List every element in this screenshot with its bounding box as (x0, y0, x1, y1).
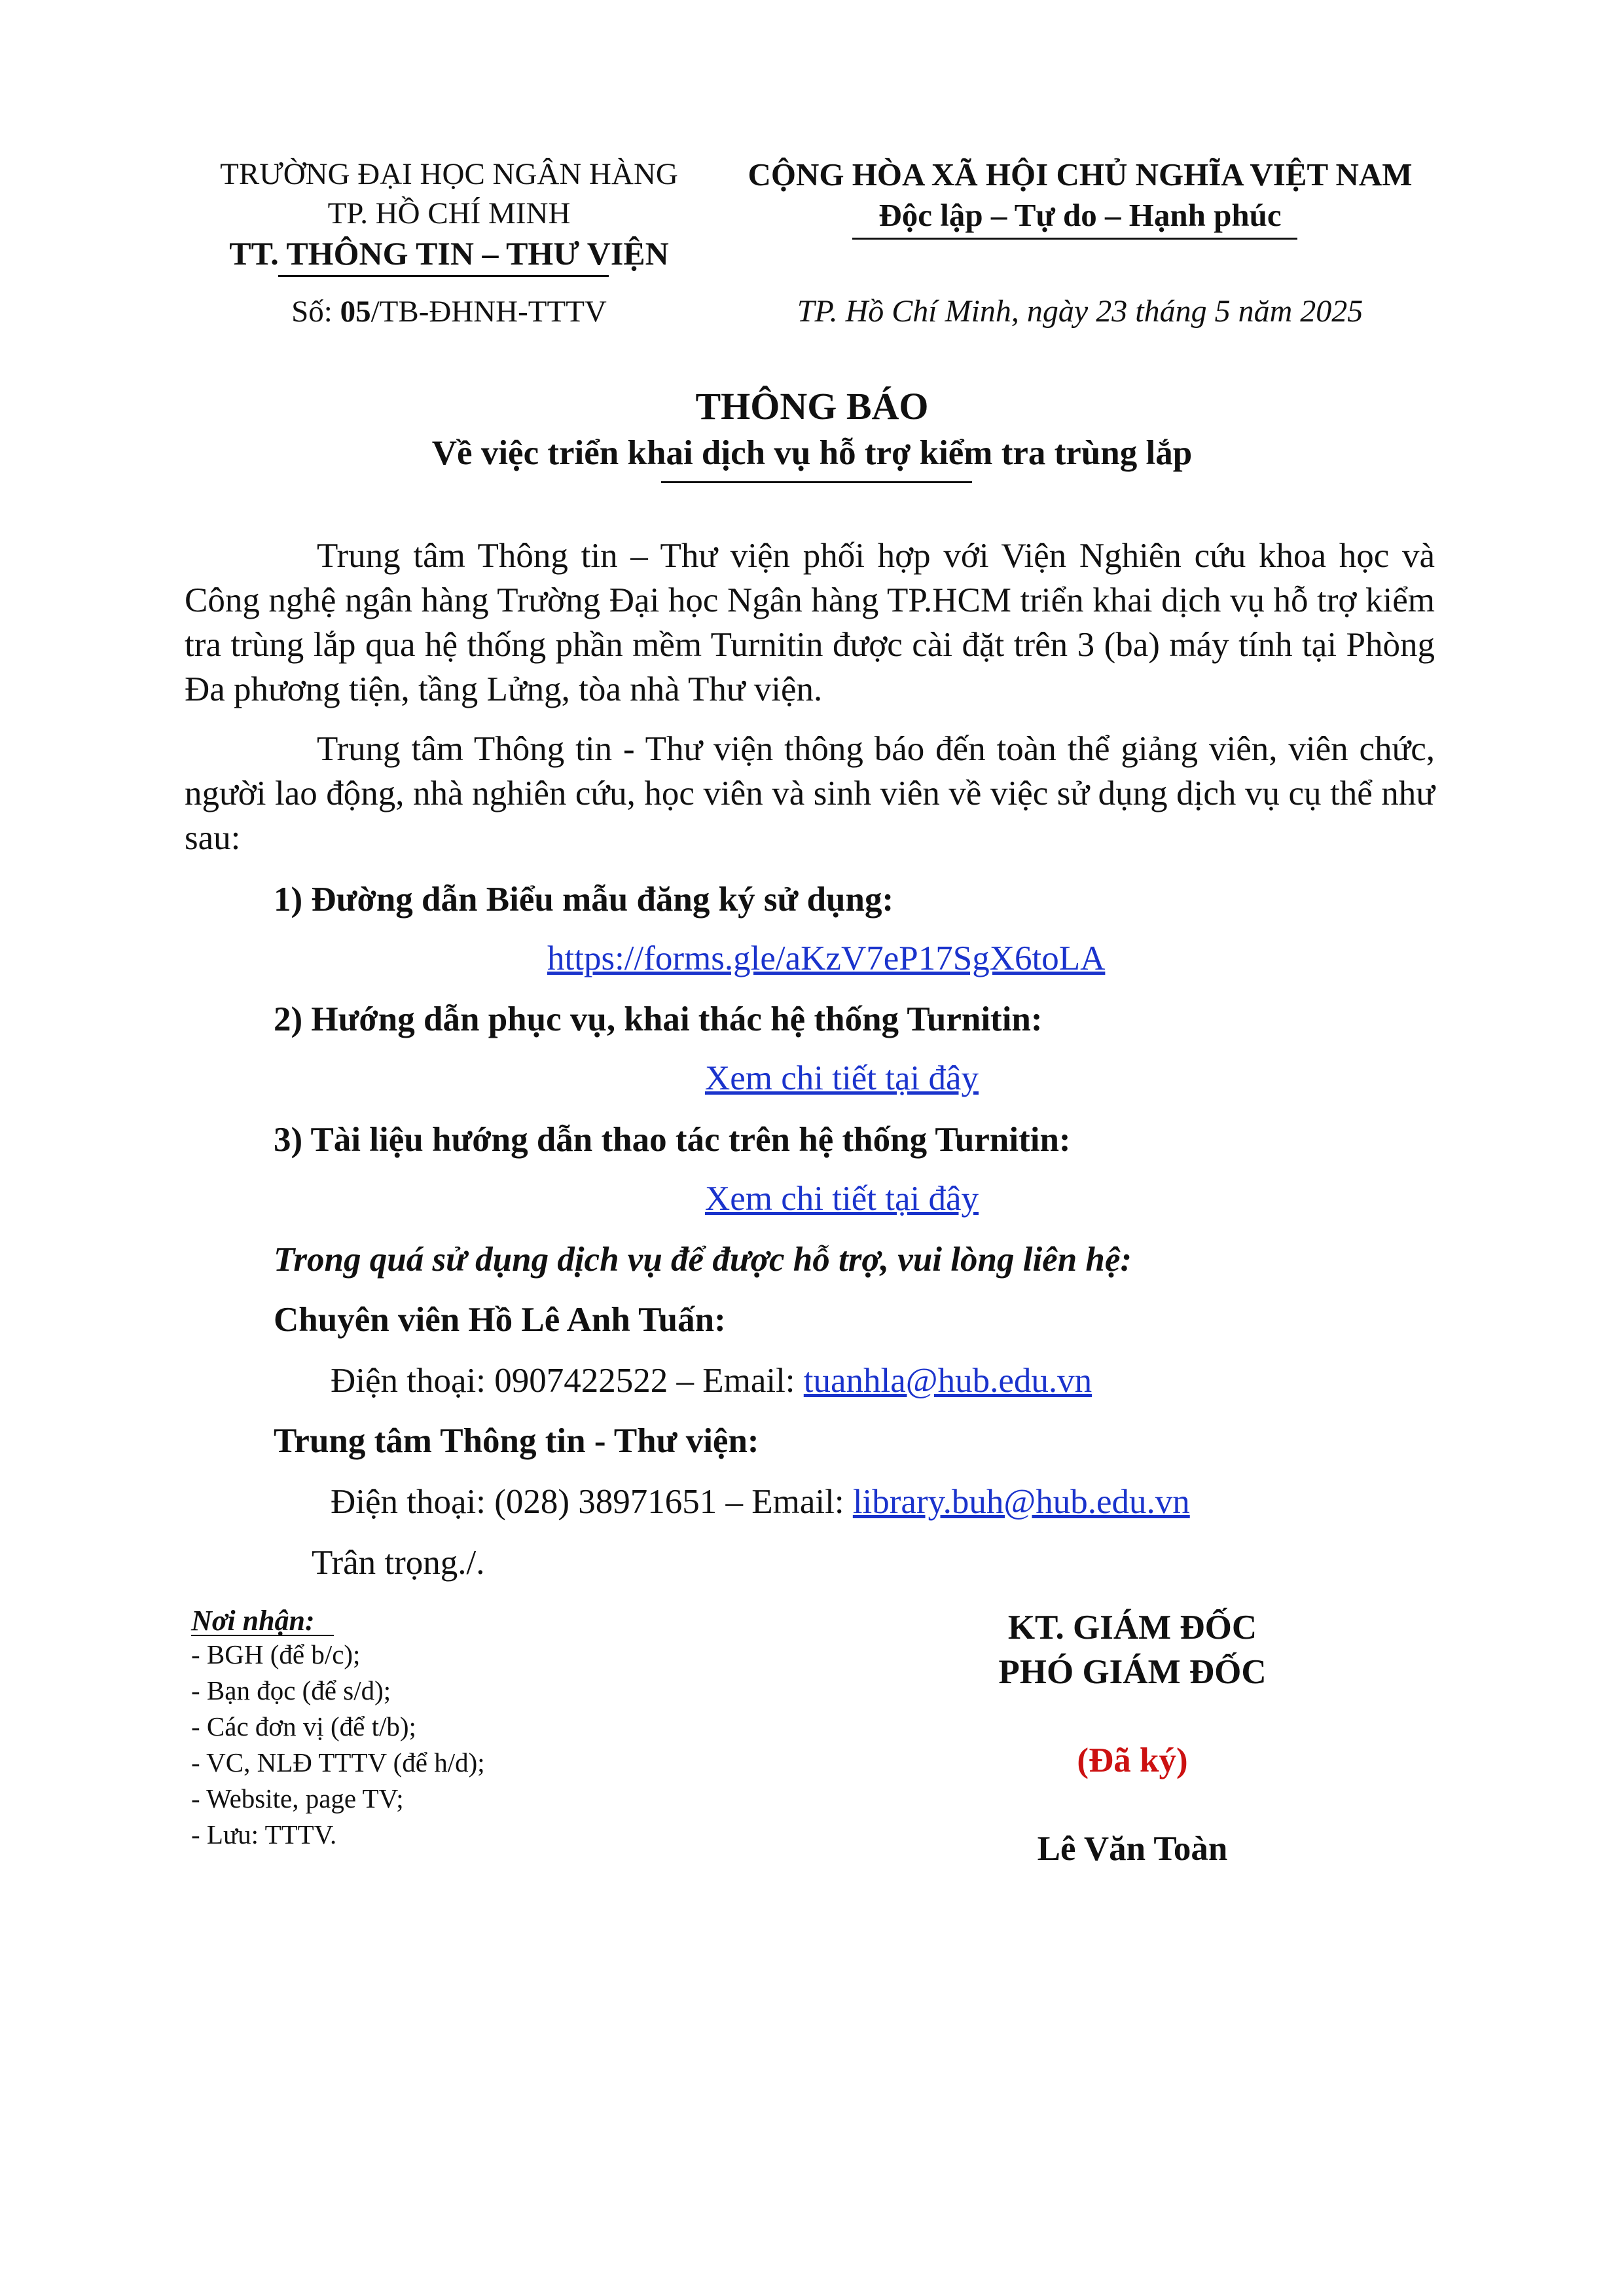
registration-form-link[interactable]: https://forms.gle/aKzV7eP17SgX6toLA (547, 939, 1106, 977)
turnitin-manual-link[interactable]: Xem chi tiết tại đây (705, 1180, 979, 1218)
recipient-item: - BGH (để b/c); (191, 1639, 361, 1669)
subject-underline (661, 481, 972, 483)
org-name-line1: TRƯỜNG ĐẠI HỌC NGÂN HÀNG (220, 157, 678, 191)
closing: Trân trọng./. (312, 1544, 485, 1582)
item-2-heading: 2) Hướng dẫn phục vụ, khai thác hệ thống Turnitin: (274, 1000, 1043, 1038)
org-unit: TT. THÔNG TIN – THƯ VIỆN (229, 235, 669, 272)
recipient-item: - Lưu: TTTV. (191, 1819, 337, 1850)
item-1-heading: 1) Đường dẫn Biểu mẫu đăng ký sử dụng: (274, 881, 894, 919)
contact-2-details (331, 1480, 1190, 1524)
contact-2-name: Trung tâm Thông tin - Thư viện: (274, 1422, 759, 1460)
doc-number-value: 05 (340, 295, 371, 329)
notice-title: THÔNG BÁO (695, 385, 929, 428)
signed-status: (Đã ký) (1077, 1741, 1188, 1779)
recipients-underline (191, 1635, 334, 1636)
motto-underline (852, 238, 1297, 240)
nation-title: CỘNG HÒA XÃ HỘI CHỦ NGHĨA VIỆT NAM (748, 156, 1413, 192)
signature-title-1: KT. GIÁM ĐỐC (1007, 1609, 1257, 1647)
paragraph-2: Trung tâm Thông tin - Thư viện thông báo đến toàn thể giảng viên, viên chức, người lao động, nhà nghiên cứu, học viên và sinh viên về việc sử dụng dịch vụ cụ thể như sau: (185, 730, 1435, 857)
recipients-label: Nơi nhận: (191, 1605, 315, 1637)
doc-number-prefix: Số: (291, 295, 340, 329)
paragraph-1: Trung tâm Thông tin – Thư viện phối hợp với Viện Nghiên cứu khoa học và Công nghệ ngân hàng Trường Đại học Ngân hàng TP.HCM triển khai dịch vụ hỗ trợ kiểm tra trùng lắp qua hệ thống phần mềm Turnitin được cài đặt trên 3 (ba) máy tính tại Phòng Đa phương tiện, tầng Lửng, tòa nhà Thư viện. (185, 537, 1435, 708)
contact-1-details (331, 1358, 1092, 1403)
org-underline (278, 275, 609, 277)
contact-2-email-link[interactable]: library.buh@hub.edu.vn (852, 1483, 1190, 1521)
motto: Độc lập – Tự do – Hạnh phúc (878, 197, 1282, 233)
recipient-item: - Các đơn vị (để t/b); (191, 1711, 416, 1741)
doc-number (191, 291, 707, 332)
recipient-item: - Bạn đọc (để s/d); (191, 1675, 391, 1705)
contact-1-phone: Điện thoại: 0907422522 – Email: (331, 1362, 804, 1400)
signer-name: Lê Văn Toàn (1037, 1830, 1228, 1868)
contact-2-phone: Điện thoại: (028) 38971651 – Email: (331, 1483, 853, 1521)
item-3-heading: 3) Tài liệu hướng dẫn thao tác trên hệ thống Turnitin: (274, 1121, 1071, 1159)
support-note: Trong quá sử dụng dịch vụ để được hỗ trợ, vui lòng liên hệ: (274, 1241, 1132, 1279)
org-name-line2: TP. HỒ CHÍ MINH (327, 196, 571, 230)
contact-1-email-link[interactable]: tuanhla@hub.edu.vn (803, 1362, 1092, 1400)
signature-title-2: PHÓ GIÁM ĐỐC (998, 1653, 1267, 1691)
doc-number-suffix: /TB-ĐHNH-TTTV (370, 295, 607, 329)
place-date: TP. Hồ Chí Minh, ngày 23 tháng 5 năm 2025 (797, 294, 1363, 329)
recipient-item: - Website, page TV; (191, 1783, 404, 1813)
contact-1-name: Chuyên viên Hồ Lê Anh Tuấn: (274, 1301, 726, 1339)
service-guide-link[interactable]: Xem chi tiết tại đây (705, 1059, 979, 1097)
notice-subject: Về việc triển khai dịch vụ hỗ trợ kiểm tra trùng lắp (431, 434, 1193, 472)
recipient-item: - VC, NLĐ TTTV (để h/d); (191, 1747, 485, 1777)
